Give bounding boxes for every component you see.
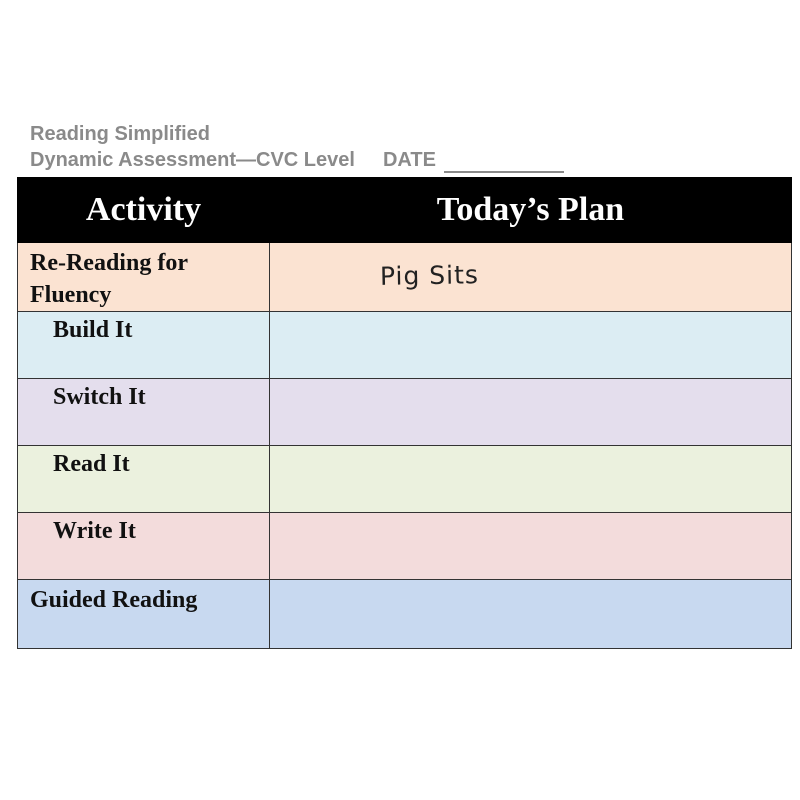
lesson-plan-table — [17, 177, 792, 649]
plan-cell[interactable] — [270, 513, 792, 580]
program-title: Reading Simplified — [30, 123, 211, 145]
plan-cell[interactable] — [270, 379, 792, 446]
plan-cell[interactable] — [270, 446, 792, 513]
plan-cell[interactable] — [270, 312, 792, 379]
activity-cell: Guided Reading — [18, 580, 270, 649]
column-header-plan: Today’s Plan — [270, 178, 792, 243]
table-row — [18, 243, 792, 312]
plan-cell[interactable] — [270, 243, 792, 312]
table-row — [18, 312, 792, 379]
assessment-title: Dynamic Assessment—CVC Level — [30, 149, 355, 171]
table-row — [18, 513, 792, 580]
date-blank-field[interactable] — [444, 151, 564, 173]
table-row — [18, 379, 792, 446]
column-header-activity: Activity — [18, 178, 270, 243]
date-label: DATE — [382, 149, 436, 171]
document-header — [30, 121, 564, 173]
plan-cell[interactable] — [270, 580, 792, 649]
assessment-line — [30, 147, 564, 173]
activity-cell: Write It — [18, 513, 270, 580]
table-header-row — [18, 178, 792, 243]
plan-entry: Pig Sits — [379, 260, 480, 291]
activity-cell: Switch It — [18, 379, 270, 446]
activity-cell: Build It — [18, 312, 270, 379]
table-row — [18, 446, 792, 513]
activity-cell: Read It — [18, 446, 270, 513]
table-row — [18, 580, 792, 649]
activity-cell: Re-Reading for Fluency — [18, 243, 270, 312]
